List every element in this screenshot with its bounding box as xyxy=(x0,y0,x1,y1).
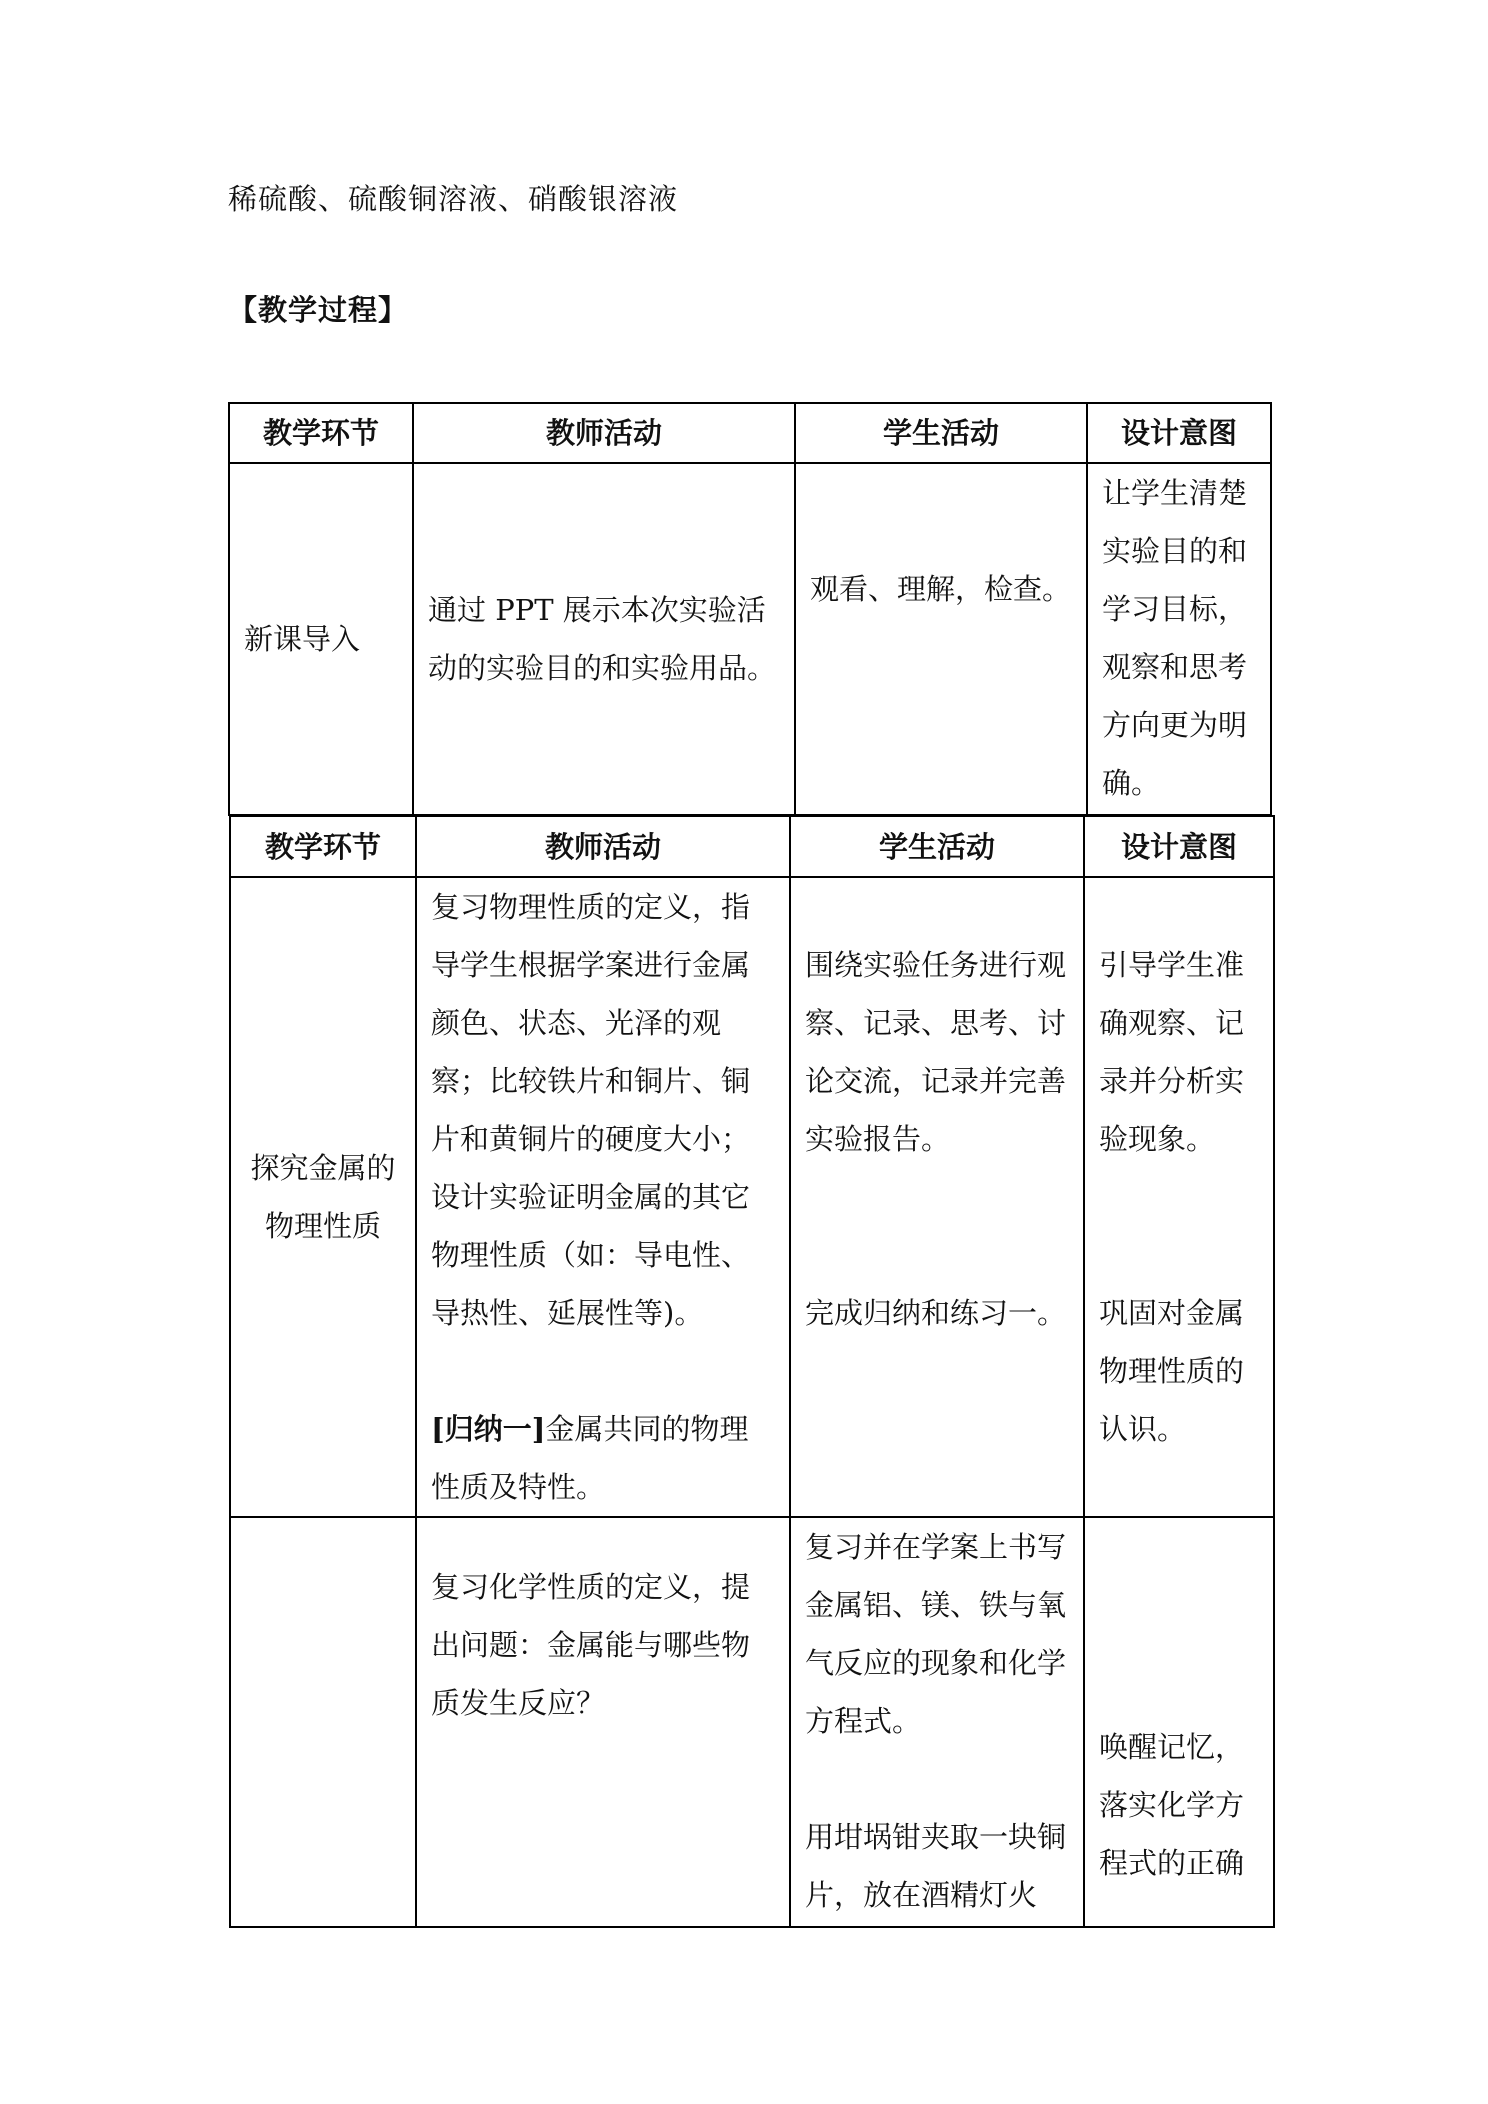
header-stage: 教学环节 xyxy=(230,816,416,877)
student-activity-cell xyxy=(790,877,1084,1517)
header-student-activity: 学生活动 xyxy=(795,403,1087,463)
table-row xyxy=(230,1517,1274,1927)
header-design-intent: 设计意图 xyxy=(1087,403,1271,463)
design-intent-cell: 让学生清楚实验目的和学习目标，观察和思考方向更为明确。 xyxy=(1087,463,1271,815)
teaching-process-table-1 xyxy=(228,402,1272,816)
student-activity-cell: 观看、理解，检查。 xyxy=(795,463,1087,815)
stage-cell: 探究金属的物理性质 xyxy=(230,877,416,1517)
teaching-process-table-2 xyxy=(229,815,1275,1928)
design-intent-cell xyxy=(1084,877,1274,1517)
materials-line: 稀硫酸、硫酸铜溶液、硝酸银溶液 xyxy=(228,182,679,216)
design-intent-text-2: 巩固对金属物理性质的认识。 xyxy=(1099,1296,1245,1446)
stage-cell: 新课导入 xyxy=(229,463,413,815)
student-activity-text-2: 完成归纳和练习一。 xyxy=(805,1296,1067,1330)
header-design-intent: 设计意图 xyxy=(1084,816,1274,877)
teacher-activity-cell: 通过 PPT 展示本次实验活动的实验目的和实验用品。 xyxy=(413,463,795,815)
table-row xyxy=(230,877,1274,1517)
student-activity-text: 复习并在学案上书写金属铝、镁、铁与氧气反应的现象和化学方程式。 xyxy=(805,1530,1067,1738)
student-activity-cell xyxy=(790,1517,1084,1927)
summary-note xyxy=(431,1400,775,1516)
student-activity-text: 围绕实验任务进行观察、记录、思考、讨论交流，记录并完善实验报告。 xyxy=(805,948,1067,1156)
teacher-activity-cell xyxy=(416,877,790,1517)
table-row xyxy=(229,463,1271,815)
header-student-activity: 学生活动 xyxy=(790,816,1084,877)
section-heading: 【教学过程】 xyxy=(228,293,409,327)
student-activity-text-2: 用坩埚钳夹取一块铜片，放在酒精灯火 xyxy=(805,1820,1067,1912)
stage-cell xyxy=(230,1517,416,1927)
summary-text: 金属共同的物理性质及特性。 xyxy=(431,1412,749,1504)
table-header-row xyxy=(229,403,1271,463)
table-header-row xyxy=(230,816,1274,877)
design-intent-text: 引导学生准确观察、记录并分析实验现象。 xyxy=(1099,948,1245,1156)
teacher-activity-cell: 复习化学性质的定义，提出问题：金属能与哪些物质发生反应？ xyxy=(416,1517,790,1927)
header-stage: 教学环节 xyxy=(229,403,413,463)
header-teacher-activity: 教师活动 xyxy=(416,816,790,877)
teacher-activity-text: 复习物理性质的定义，指导学生根据学案进行金属颜色、状态、光泽的观察；比较铁片和铜片、铜片和黄铜片的硬度大小；设计实验证明金属的其它物理性质（如：导电性、导热性、延展性等)。 xyxy=(431,890,751,1330)
design-intent-cell: 唤醒记忆，落实化学方程式的正确 xyxy=(1084,1517,1274,1927)
summary-label: [归纳一] xyxy=(431,1412,546,1446)
header-teacher-activity: 教师活动 xyxy=(413,403,795,463)
